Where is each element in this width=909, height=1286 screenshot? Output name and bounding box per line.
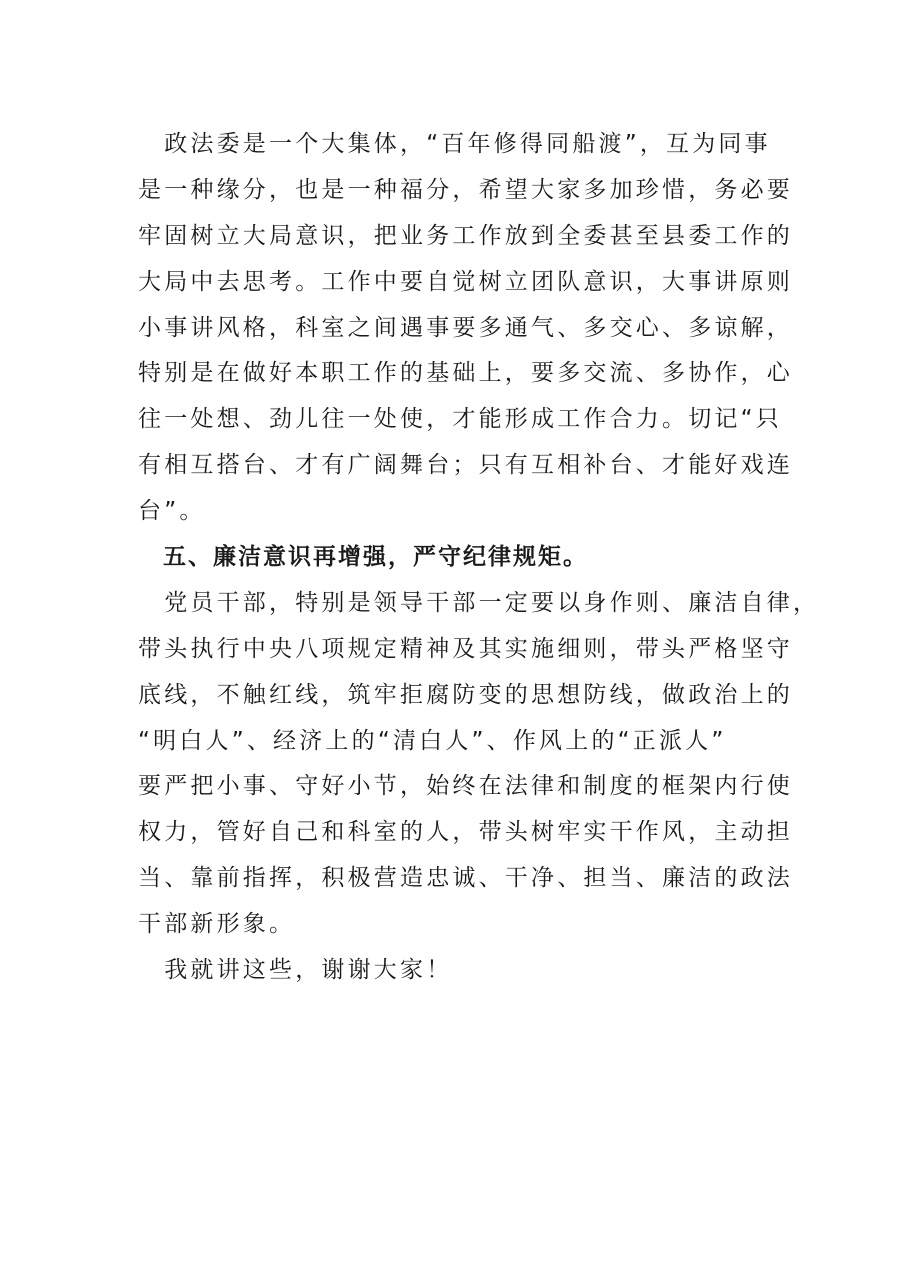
paragraph-line: 是一种缘分，也是一种福分，希望大家多加珍惜，务必要: [138, 176, 793, 203]
paragraph-line: “明白人”、经济上的“清白人”、作风上的“正派人”: [138, 727, 727, 754]
paragraph-line: 小事讲风格，科室之间遇事要多通气、多交心、多谅解，: [138, 314, 793, 341]
document-body: [138, 122, 820, 994]
paragraph-line: 政法委是一个大集体，“百年修得同船渡”，互为同事: [138, 131, 771, 157]
paragraph-line: 当、靠前指挥，积极营造忠诚、干净、担当、廉洁的政法: [138, 865, 793, 892]
paragraph-line: 要严把小事、守好小节，始终在法律和制度的框架内行使: [138, 773, 793, 800]
paragraph-line: 带头执行中央八项规定精神及其实施细则，带头严格坚守: [138, 635, 793, 662]
paragraph-line: 特别是在做好本职工作的基础上，要多交流、多协作，心: [138, 360, 793, 387]
paragraph-line: 党员干部，特别是领导干部一定要以身作则、廉洁自律，: [138, 589, 820, 616]
paragraph-line: 干部新形象。: [138, 911, 296, 938]
paragraph-line: 有相互搭台、才有广阔舞台；只有互相补台、才能好戏连: [138, 452, 793, 479]
paragraph-line: 牢固树立大局意识，把业务工作放到全委甚至县委工作的: [138, 222, 793, 249]
closing-line: 我就讲这些，谢谢大家！: [138, 957, 453, 984]
paragraph-line: 权力，管好自己和科室的人，带头树牢实干作风，主动担: [138, 819, 793, 846]
paragraph-line: 大局中去思考。工作中要自觉树立团队意识，大事讲原则: [138, 268, 793, 295]
paragraph-line: 底线，不触红线，筑牢拒腐防变的思想防线，做政治上的: [138, 681, 793, 708]
section-heading: 五、廉洁意识再增强，严守纪律规矩。: [138, 544, 588, 571]
paragraph-line: 台”。: [138, 498, 206, 525]
paragraph-line: 往一处想、劲儿往一处使，才能形成工作合力。切记“只: [138, 406, 782, 433]
